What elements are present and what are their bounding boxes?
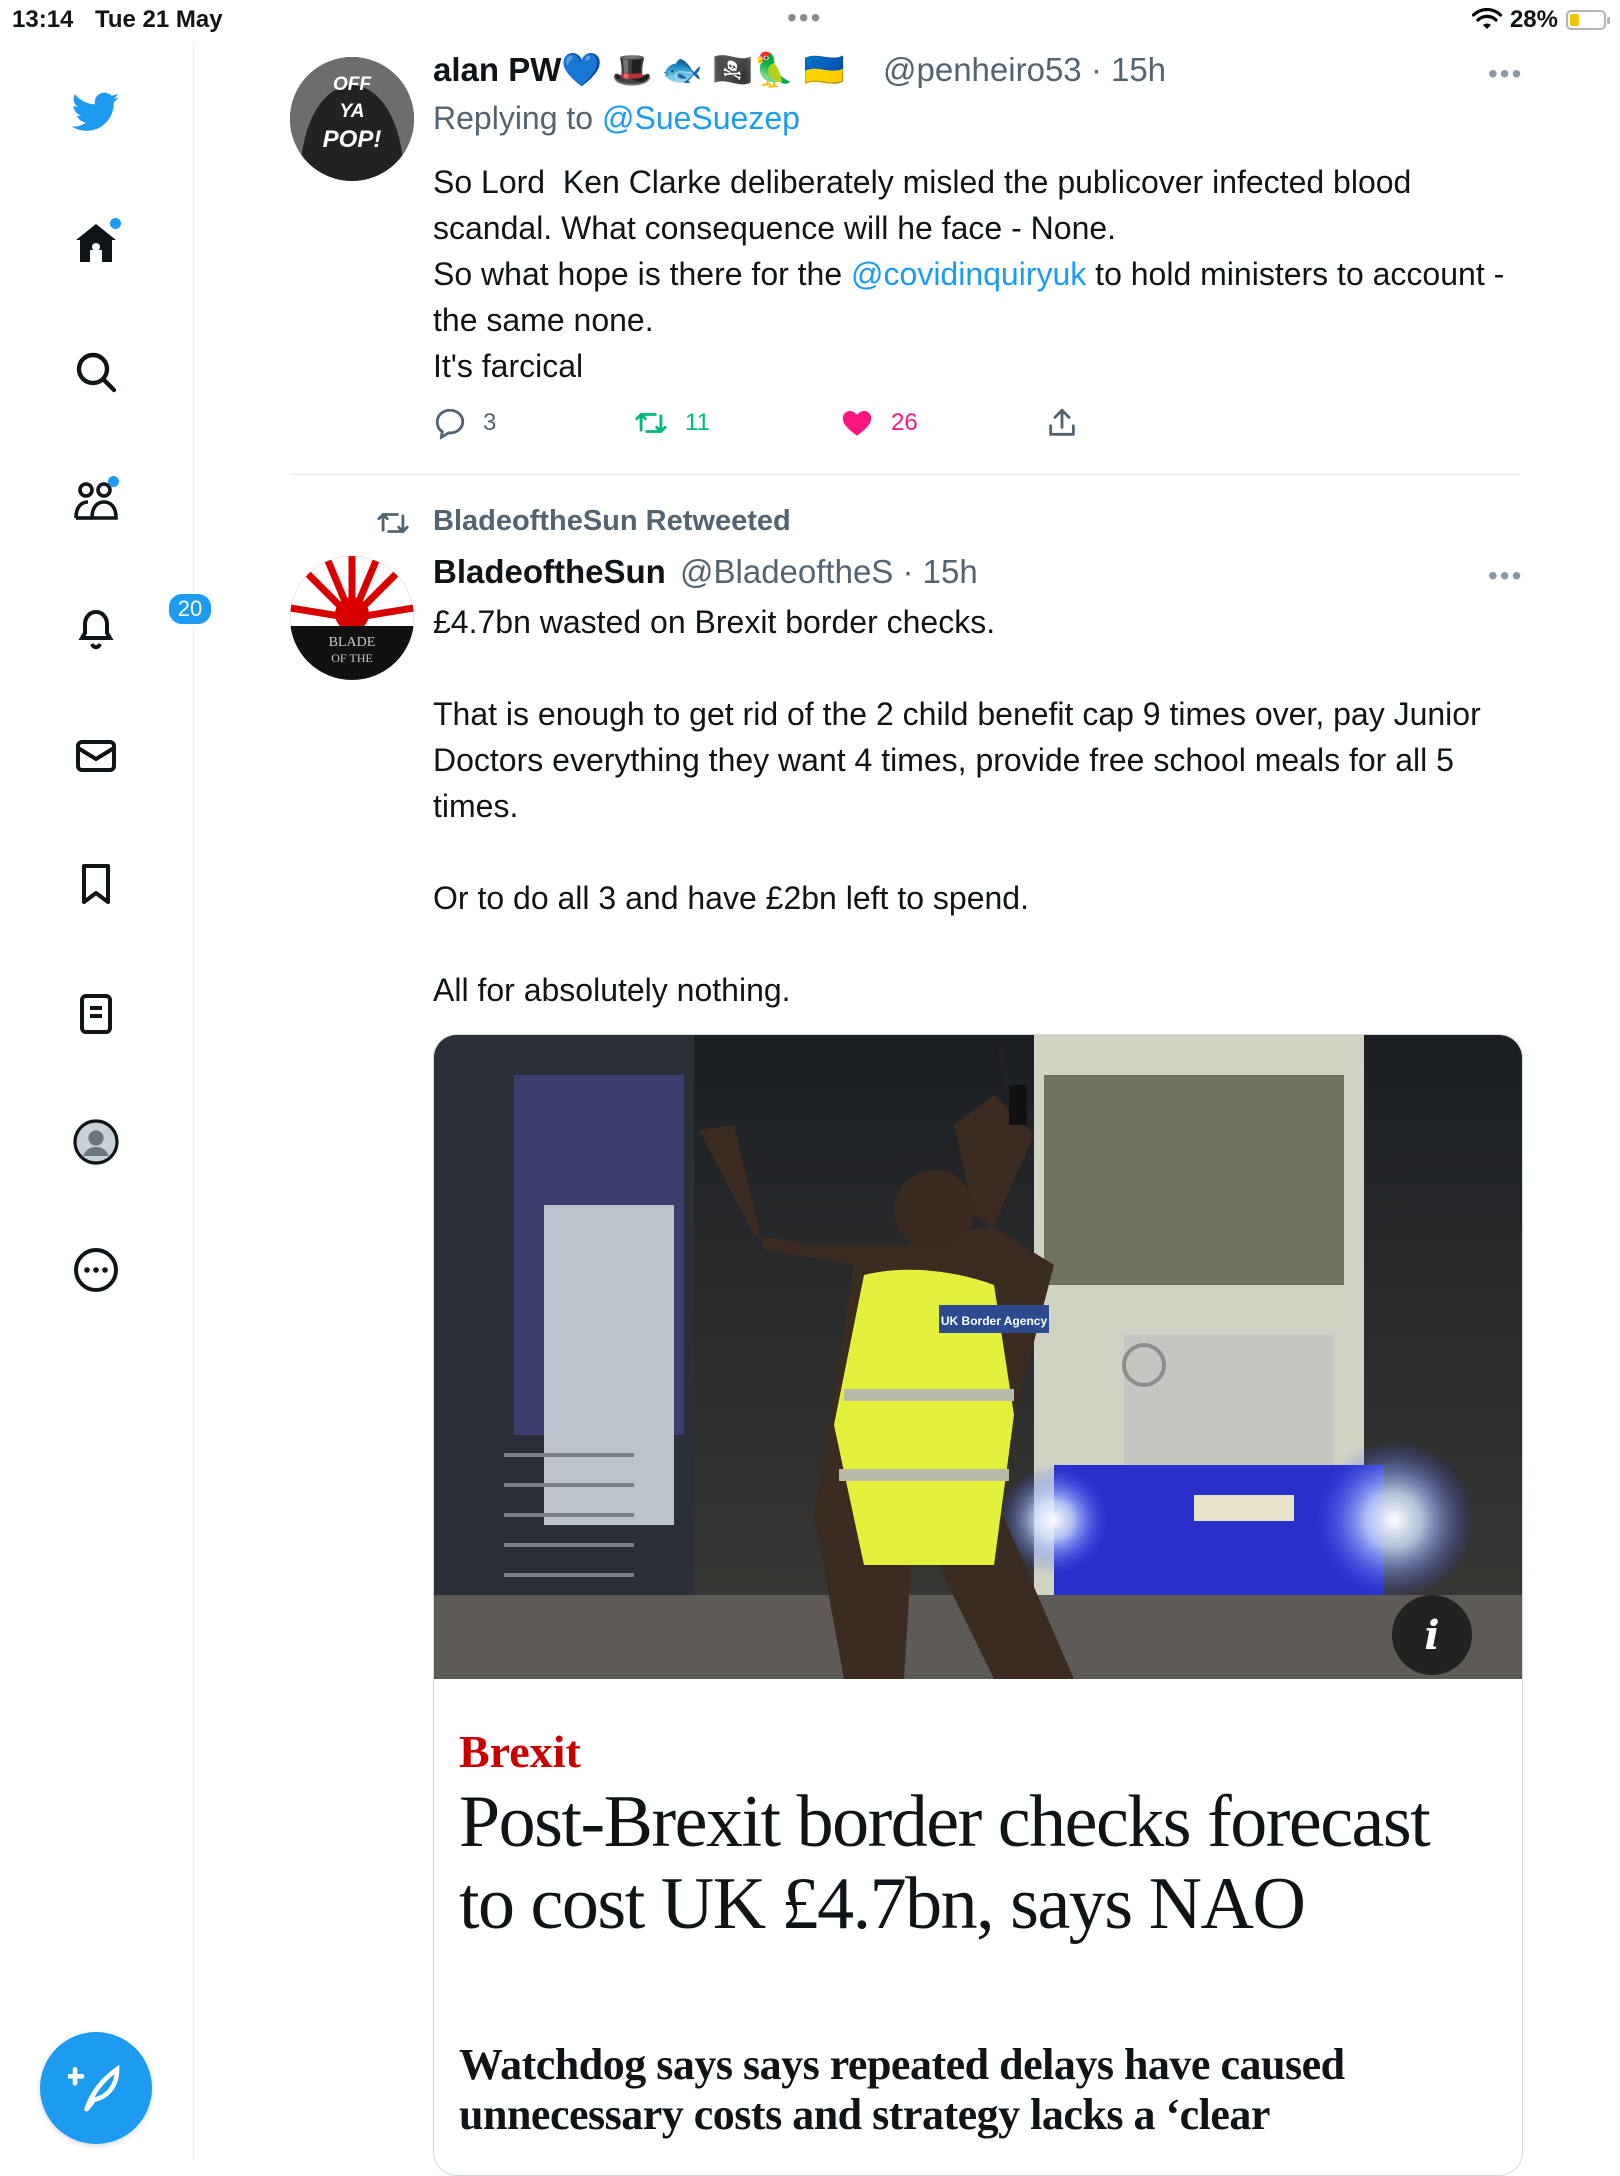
- article-kicker: Brexit: [459, 1726, 581, 1777]
- profile-icon[interactable]: [70, 1116, 122, 1168]
- wifi-icon: [1472, 8, 1502, 32]
- battery-level: [1570, 14, 1579, 26]
- bookmark-icon[interactable]: [70, 858, 122, 910]
- tweet-actions: [433, 406, 1113, 446]
- reply-button[interactable]: [433, 406, 496, 440]
- more-circle-icon[interactable]: [70, 1244, 122, 1296]
- replying-prefix: Replying to: [433, 100, 602, 136]
- vest-text: UK Border Agency: [940, 1314, 1048, 1328]
- heart-filled-icon: [839, 406, 875, 440]
- status-bar: [0, 0, 1620, 42]
- sidebar: [0, 42, 203, 2160]
- avatar-text-2: OF THE: [331, 651, 373, 665]
- tweet-author-handle[interactable]: @penheiro53 · 15h: [883, 51, 1167, 88]
- people-icon[interactable]: [70, 474, 122, 526]
- replying-to-link[interactable]: @SueSuezep: [601, 100, 800, 136]
- battery-percent: 28%: [1509, 6, 1558, 33]
- compose-tweet-button[interactable]: [40, 2032, 152, 2144]
- avatar-image: [290, 57, 414, 181]
- avatar-bladeofthesun[interactable]: [290, 556, 414, 680]
- avatar-image: [290, 556, 414, 680]
- image-info-button[interactable]: i: [1392, 1595, 1472, 1675]
- tweet-author-handle[interactable]: @BladeoftheS · 15h: [680, 553, 978, 590]
- status-time: 13:14: [12, 6, 74, 33]
- mail-icon[interactable]: [70, 730, 122, 782]
- tweet-body: £4.7bn wasted on Brexit border checks. That is enough to get rid of the 2 child benefit cap 9 times over, pay Junior Doctors everything they want 4 times, provide free school meals for all 5 times. Or to do all 3 and have £2bn left to spend. All for absolutely nothing.: [433, 604, 1481, 1008]
- multitasking-dots-icon[interactable]: •••: [787, 2, 823, 33]
- home-unread-dot: [110, 218, 121, 229]
- feather-plus-icon: [68, 2060, 124, 2116]
- notifications-badge: 20: [167, 592, 213, 626]
- tweet-body-pre: So Lord Ken Clarke deliberately misled the publicover infected blood scandal. What consequence will he face - None. So what hope is there for the: [433, 164, 1412, 292]
- reply-count: 3: [483, 409, 497, 436]
- avatar-text-1: BLADE: [328, 635, 376, 650]
- share-button[interactable]: [1045, 406, 1079, 440]
- status-date: Tue 21 May: [95, 6, 223, 33]
- replying-to: [433, 100, 800, 137]
- tweet-more-icon[interactable]: •••: [1488, 58, 1524, 89]
- status-indicators: [1472, 6, 1606, 34]
- avatar-alan[interactable]: [290, 57, 414, 181]
- avatar-text-1: OFF: [333, 74, 371, 95]
- avatar-text-3: POP!: [322, 126, 382, 153]
- list-icon[interactable]: [70, 988, 122, 1040]
- search-icon[interactable]: [70, 346, 122, 398]
- like-count: 26: [891, 409, 918, 436]
- like-button[interactable]: [839, 406, 918, 440]
- retweet-button[interactable]: [633, 406, 710, 440]
- article-image: [434, 1035, 1522, 1679]
- share-icon: [1045, 406, 1079, 440]
- retweeted-by-label[interactable]: BladeoftheSun Retweeted: [433, 505, 791, 537]
- retweeted-icon: [373, 506, 413, 540]
- reply-icon: [433, 406, 467, 440]
- tweet-divider: [290, 474, 1520, 475]
- article-standfirst: Watchdog says says repeated delays have caused unnecessary costs and strategy lacks a ‘clear: [459, 2040, 1345, 2139]
- retweet-count: 11: [685, 409, 710, 436]
- battery-icon: [1566, 10, 1606, 30]
- article-headline: Post-Brexit border checks forecast to cost UK £4.7bn, says NAO: [459, 1781, 1430, 1945]
- home-icon[interactable]: [70, 218, 122, 270]
- link-card[interactable]: [433, 1034, 1523, 2176]
- tweet-author-name[interactable]: BladeoftheSun: [433, 553, 666, 590]
- tweet-more-icon[interactable]: •••: [1488, 560, 1524, 591]
- avatar-text-2: YA: [339, 101, 365, 122]
- tweet-mention-link[interactable]: @covidinquiryuk: [851, 256, 1087, 292]
- bell-icon[interactable]: [70, 596, 203, 654]
- tweet-author-name[interactable]: alan PW💙 🎩 🐟 🏴‍☠️🦜 🇺🇦: [433, 51, 845, 88]
- tweet-body: [433, 159, 1523, 389]
- communities-unread-dot: [108, 476, 119, 487]
- twitter-logo-icon[interactable]: [70, 86, 122, 138]
- retweet-icon: [633, 406, 669, 440]
- tweet-body-post: to hold ministers to account - the same none. It's farcical: [433, 256, 1505, 384]
